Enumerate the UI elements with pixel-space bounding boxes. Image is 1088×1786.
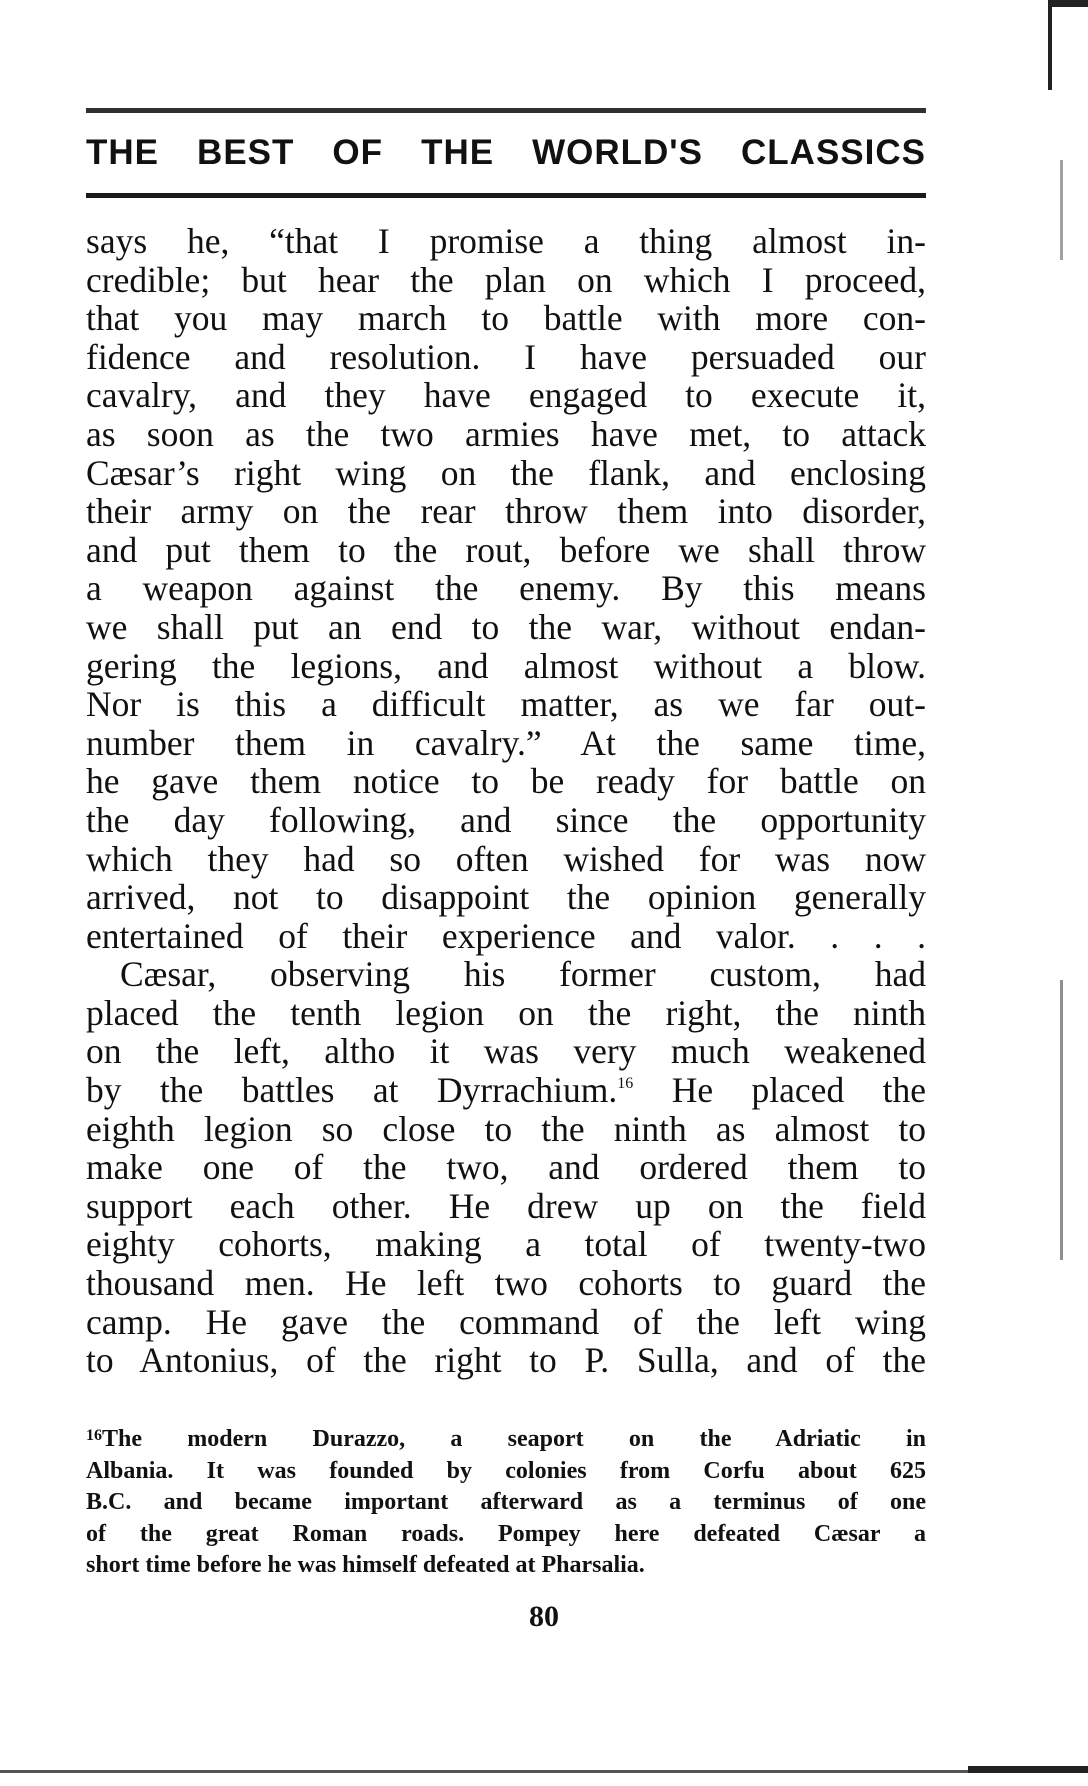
text-line: credible; but hear the plan on which I proceed,: [86, 259, 926, 300]
page-number: 80: [529, 1600, 559, 1633]
paragraph-1: [86, 222, 926, 955]
running-head: THE BEST OF THE WORLD'S CLASSICS: [86, 133, 926, 172]
scan-margin-mark: [1060, 980, 1063, 1260]
scan-edge-corner-vertical: [1048, 0, 1052, 90]
body-text: [86, 222, 926, 1380]
text-line: the day following, and since the opportunity: [86, 799, 926, 840]
text-line: camp. He gave the command of the left wing: [86, 1301, 926, 1342]
text-line: cavalry, and they have engaged to execute it,: [86, 375, 926, 416]
footnote-line: B.C. and became important afterward as a terminus of one: [86, 1489, 926, 1515]
top-rule: [86, 108, 926, 113]
text-line: which they had so often wished for was now: [86, 838, 926, 879]
text-line: number them in cavalry.” At the same time,: [86, 722, 926, 763]
text-line: as soon as the two armies have met, to attack: [86, 413, 926, 454]
text-line: fidence and resolution. I have persuaded our: [86, 336, 926, 377]
footnote-reference[interactable]: 16: [617, 1075, 634, 1093]
scan-margin-mark: [1060, 160, 1063, 260]
text-line: support each other. He drew up on the field: [86, 1185, 926, 1226]
text-line: that you may march to battle with more con-: [86, 298, 926, 339]
header-rule: [86, 193, 926, 198]
text-line: a weapon against the enemy. By this means: [86, 568, 926, 609]
text-line: to Antonius, of the right to P. Sulla, and of the: [86, 1340, 926, 1381]
text-line: their army on the rear throw them into disorder,: [86, 491, 926, 532]
scan-bottom-edge: [0, 1770, 1088, 1773]
scan-edge-corner: [1048, 0, 1088, 7]
footnote-line: Albania. It was founded by colonies from Corfu about 625: [86, 1457, 926, 1484]
text-line: Nor is this a difficult matter, as we far out-: [86, 684, 926, 725]
text-line: Cæsar, observing his former custom, had: [120, 954, 926, 995]
text-line: he gave them notice to be ready for battle on: [86, 761, 926, 802]
text-line: make one of the two, and ordered them to: [86, 1147, 926, 1188]
scan-bottom-edge-corner: [968, 1766, 1088, 1773]
footnote-text: The modern Durazzo, a seaport on the Adriatic in: [102, 1426, 926, 1452]
text-line: arrived, not to disappoint the opinion generally: [86, 877, 926, 918]
text-line: entertained of their experience and valor. . . .: [86, 915, 926, 956]
footnote-line: of the great Roman roads. Pompey here defeated Cæsar a: [86, 1520, 926, 1547]
text-fragment: He placed the: [633, 1070, 926, 1111]
text-line-with-note-ref: [86, 1071, 926, 1110]
text-line: on the left, altho it was very much weakened: [86, 1031, 926, 1072]
text-line: Cæsar’s right wing on the flank, and enclosing: [86, 452, 926, 493]
text-fragment: by the battles at Dyrrachium.: [86, 1070, 618, 1111]
text-line: and put them to the rout, before we shall throw: [86, 529, 926, 570]
text-line: thousand men. He left two cohorts to guard the: [86, 1263, 926, 1304]
text-line: eighth legion so close to the ninth as almost to: [86, 1108, 926, 1149]
footnote-line: [86, 1424, 926, 1456]
text-line: gering the legions, and almost without a blow.: [86, 645, 926, 686]
paragraph-2: [86, 955, 926, 1380]
text-line: we shall put an end to the war, without endan-: [86, 606, 926, 647]
text-line: placed the tenth legion on the right, the ninth: [86, 992, 926, 1033]
text-line: eighty cohorts, making a total of twenty-two: [86, 1224, 926, 1265]
footnote-line: short time before he was himself defeated at Pharsalia.: [86, 1552, 645, 1578]
footnote-marker: 16: [86, 1427, 102, 1444]
text-line: says he, “that I promise a thing almost in-: [86, 221, 926, 261]
footnote: [86, 1424, 926, 1582]
